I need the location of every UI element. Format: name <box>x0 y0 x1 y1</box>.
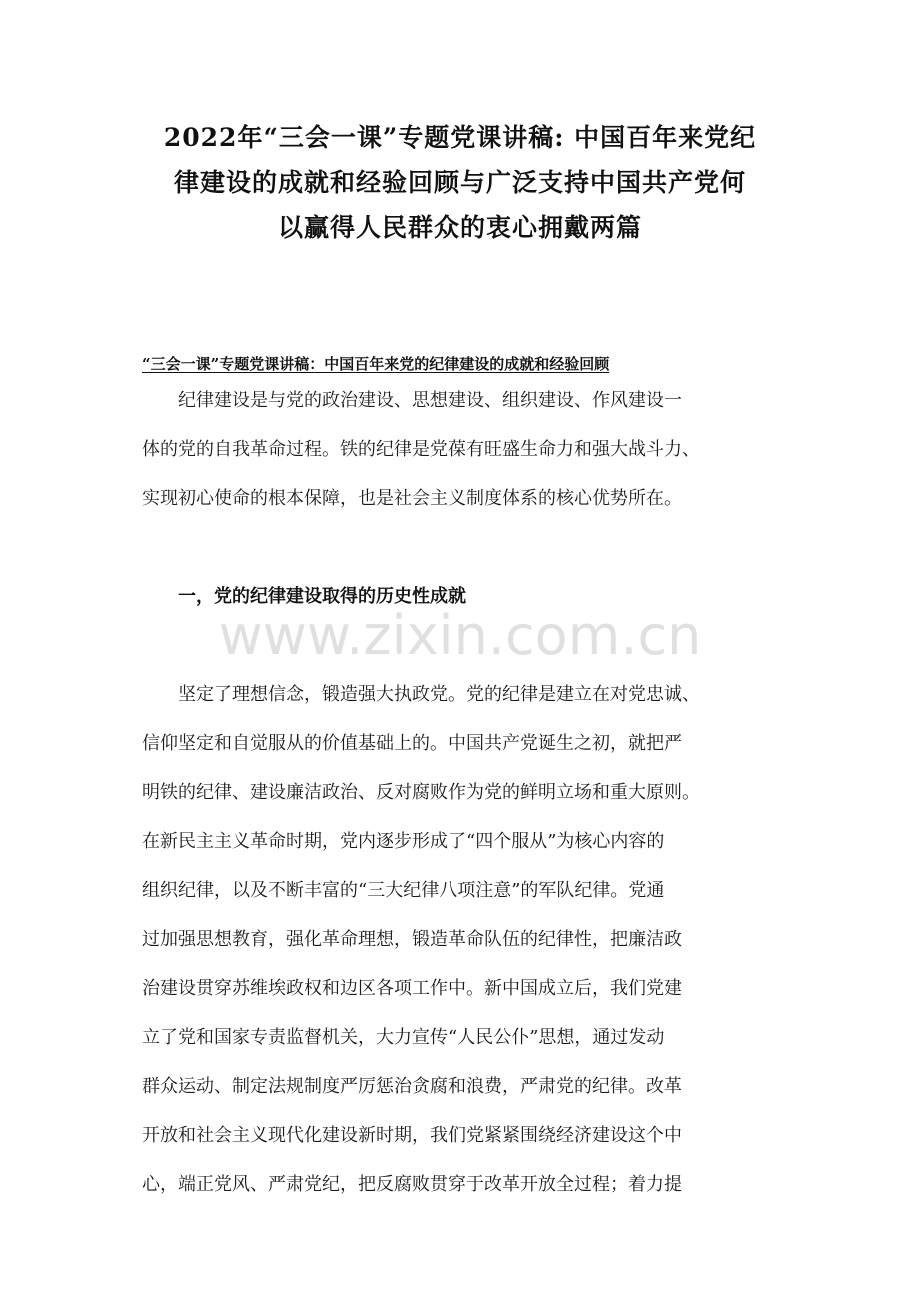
body-line: 群众运动、制定法规制度严厉惩治贪腐和浪费，严肃党的纪律。改革 <box>142 1076 682 1097</box>
intro-line: 体的党的自我革命过程。铁的纪律是党葆有旺盛生命力和强大战斗力、 <box>142 439 700 460</box>
body-line: 立了党和国家专责监督机关，大力宣传“人民公仆”思想，通过发动 <box>142 1027 665 1048</box>
body-line: 坚定了理想信念，锻造强大执政党。党的纪律是建立在对党忠诚、 <box>178 684 700 705</box>
body-line: 过加强思想教育，强化革命理想，锻造革命队伍的纪律性，把廉洁政 <box>142 929 682 950</box>
body-line: 信仰坚定和自觉服从的价值基础上的。中国共产党诞生之初，就把严 <box>142 733 682 754</box>
body-line: 明铁的纪律、建设廉洁政治、反对腐败作为党的鲜明立场和重大原则。 <box>142 782 700 803</box>
intro-line: 纪律建设是与党的政治建设、思想建设、组织建设、作风建设一 <box>178 390 682 411</box>
document-title-line-1: 2022年“三会一课”专题党课讲稿: 中国百年来党纪 <box>163 123 757 152</box>
article-subheading: “三会一课”专题党课讲稿：中国百年来党的纪律建设的成就和经验回顾 <box>142 355 610 373</box>
document-title-line-3: 以赢得人民群众的衷心拥戴两篇 <box>277 213 642 242</box>
section-heading: 一，党的纪律建设取得的历史性成就 <box>178 586 466 607</box>
body-line: 治建设贯穿苏维埃政权和边区各项工作中。新中国成立后，我们党建 <box>142 978 682 999</box>
body-line: 心，端正党风、严肃党纪，把反腐败贯穿于改革开放全过程；着力提 <box>142 1174 682 1195</box>
body-line: 在新民主主义革命时期，党内逐步形成了“四个服从”为核心内容的 <box>142 831 665 852</box>
document-title-line-2: 律建设的成就和经验回顾与广泛支持中国共产党何 <box>173 168 746 197</box>
body-line: 组织纪律，以及不断丰富的“三大纪律八项注意”的军队纪律。党通 <box>142 880 665 901</box>
body-line: 开放和社会主义现代化建设新时期，我们党紧紧围绕经济建设这个中 <box>142 1125 682 1146</box>
intro-line: 实现初心使命的根本保障，也是社会主义制度体系的核心优势所在。 <box>142 488 682 509</box>
watermark: www.zixin.com.cn <box>218 604 702 667</box>
